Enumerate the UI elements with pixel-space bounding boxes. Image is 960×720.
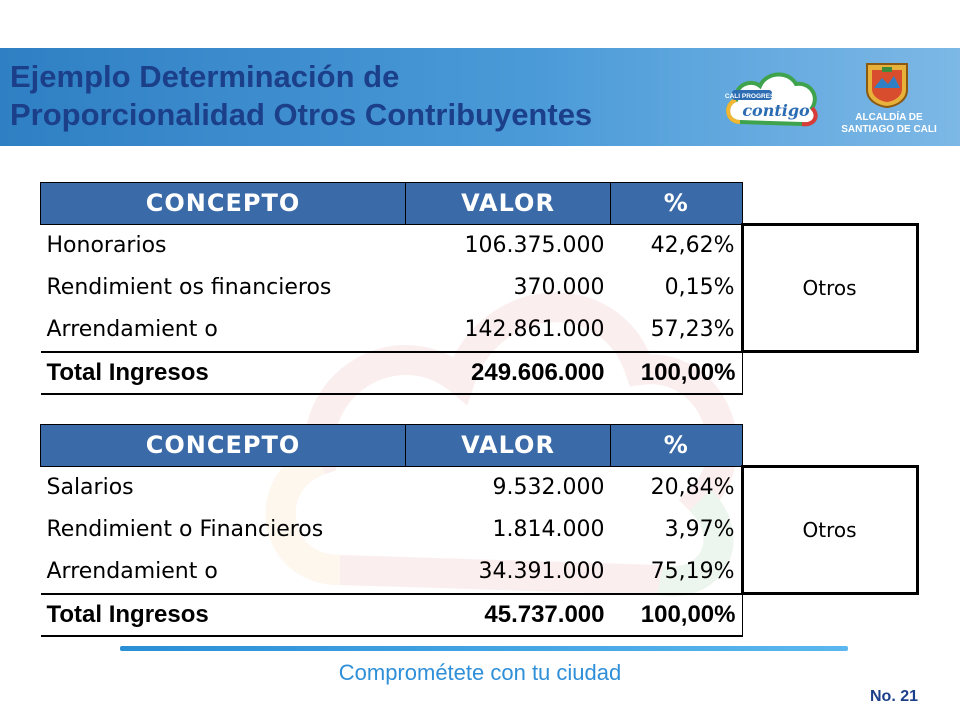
total-percent: 100,00% [611,594,743,636]
table-row [41,466,918,509]
header-concepto: CONCEPTO [41,183,406,225]
row-valor: 1.814.000 [492,517,605,542]
cali-progresa-logo-icon [722,64,822,134]
row-valor: 9.532.000 [492,475,605,500]
proportionality-table-1 [40,182,919,395]
row-concepto: Rendimient o Financieros [46,517,324,542]
total-row [41,594,918,636]
row-valor: 370.000 [513,275,605,300]
total-valor: 249.606.000 [406,352,611,394]
row-percent: 3,97% [664,517,735,542]
row-concepto: Salarios [46,475,134,500]
slide-number: No. 21 [869,688,918,705]
row-valor: 34.391.000 [478,559,605,584]
row-valor: 106.375.000 [464,233,605,258]
row-percent: 57,23% [650,317,735,342]
row-percent: 42,62% [650,233,735,258]
row-concepto: Honorarios [46,233,167,258]
cali-logo-main-text: contigo [742,101,810,120]
row-percent: 75,19% [650,559,735,584]
footer-divider [120,646,848,651]
otros-label: Otros [742,224,917,352]
city-seal-icon [862,62,912,108]
otros-label: Otros [742,466,917,594]
header-valor: VALOR [406,183,611,225]
alcaldia-line-2: SANTIAGO DE CALI [841,124,937,135]
header-valor: VALOR [406,425,611,467]
row-percent: 20,84% [650,475,735,500]
header-top-whitespace [0,0,960,48]
row-concepto: Arrendamient o [46,317,218,342]
header-percent: % [611,425,743,467]
table-header-row [41,183,918,225]
row-percent: 0,15% [664,275,735,300]
total-label: Total Ingresos [41,594,406,636]
total-percent: 100,00% [611,352,743,394]
footer-tagline: Comprométete con tu ciudad [338,660,622,685]
title-line-2: Proporcionalidad Otros Contribuyentes [10,97,593,132]
alcaldia-logo [834,62,944,142]
alcaldia-line-1: ALCALDÍA DE [855,112,923,123]
total-row [41,352,918,394]
row-valor: 142.861.000 [464,317,605,342]
total-valor: 45.737.000 [406,594,611,636]
slide-title [10,58,730,134]
row-concepto: Rendimient os financieros [46,275,332,300]
table-row [41,224,918,267]
total-label: Total Ingresos [41,352,406,394]
proportionality-table-2 [40,424,919,637]
title-line-1: Ejemplo Determinación de [10,59,400,94]
cali-logo-top-text: CALI PROGRESA [724,93,780,100]
header-concepto: CONCEPTO [41,425,406,467]
row-concepto: Arrendamient o [46,559,218,584]
header-percent: % [611,183,743,225]
table-header-row [41,425,918,467]
